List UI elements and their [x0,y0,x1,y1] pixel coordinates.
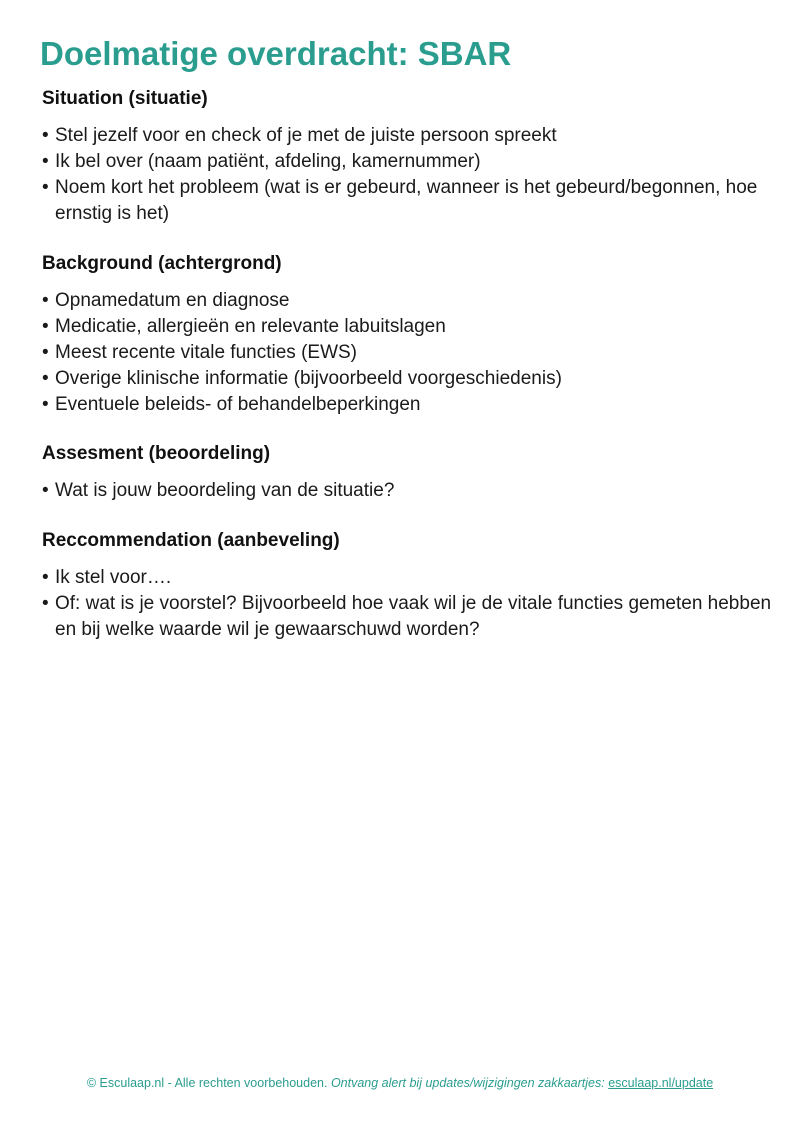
section-heading: Reccommendation (aanbeveling) [42,530,340,551]
list-item [42,149,782,175]
bullet-icon: • [42,342,49,363]
footer-alert-text: Ontvang alert bij updates/wijzigingen zakkaartjes: [330,1076,605,1090]
list-item-text: Ik bel over (naam patiënt, afdeling, kamernummer) [55,151,481,172]
bullet-list [42,565,782,643]
section-recommendation [42,529,782,643]
bullet-icon: • [42,151,49,172]
list-item-text: Overige klinische informatie (bijvoorbeeld voorgeschiedenis) [55,368,562,389]
list-item-text: Opnamedatum en diagnose [55,290,290,311]
section-heading: Background (achtergrond) [42,253,282,274]
list-item [42,392,782,418]
bullet-list [42,288,782,418]
list-item-text: Of: wat is je voorstel? Bijvoorbeeld hoe vaak wil je de vitale functies gemeten hebben en bij welke waarde wil je gewaarschuwd worden? [55,593,772,640]
bullet-icon: • [42,125,49,146]
bullet-list [42,123,782,227]
list-item-text: Eventuele beleids- of behandelbeperkingen [55,394,421,415]
list-item [42,366,782,392]
list-item-text: Meest recente vitale functies (EWS) [55,342,357,363]
list-item [42,340,782,366]
footer-update-link[interactable]: esculaap.nl/update [608,1076,714,1090]
bullet-icon: • [42,480,49,501]
list-item-text: Stel jezelf voor en check of je met de juiste persoon spreekt [55,125,557,146]
bullet-icon: • [42,177,49,198]
list-item-text: Medicatie, allergieën en relevante labuitslagen [55,316,446,337]
list-item-text: Noem kort het probleem (wat is er gebeurd, wanneer is het gebeurd/begonnen, hoe ernstig is het) [55,177,758,224]
page-footer [0,1074,800,1092]
section-heading: Assesment (beoordeling) [42,443,271,464]
bullet-icon: • [42,567,49,588]
list-item [42,175,782,227]
list-item-text: Ik stel voor…. [55,567,172,588]
list-item [42,288,782,314]
bullet-icon: • [42,593,49,614]
bullet-icon: • [42,394,49,415]
section-situation [42,87,782,227]
page-title: Doelmatige overdracht: SBAR [40,35,512,72]
bullet-icon: • [42,368,49,389]
list-item [42,314,782,340]
section-assessment [42,442,782,504]
section-background [42,252,782,418]
footer-copyright: © Esculaap.nl - Alle rechten voorbehouden. [86,1076,328,1090]
list-item [42,591,782,643]
list-item [42,565,782,591]
bullet-list [42,478,782,504]
bullet-icon: • [42,290,49,311]
list-item [42,123,782,149]
bullet-icon: • [42,316,49,337]
section-heading: Situation (situatie) [42,88,208,109]
list-item [42,478,782,504]
list-item-text: Wat is jouw beoordeling van de situatie? [55,480,395,501]
